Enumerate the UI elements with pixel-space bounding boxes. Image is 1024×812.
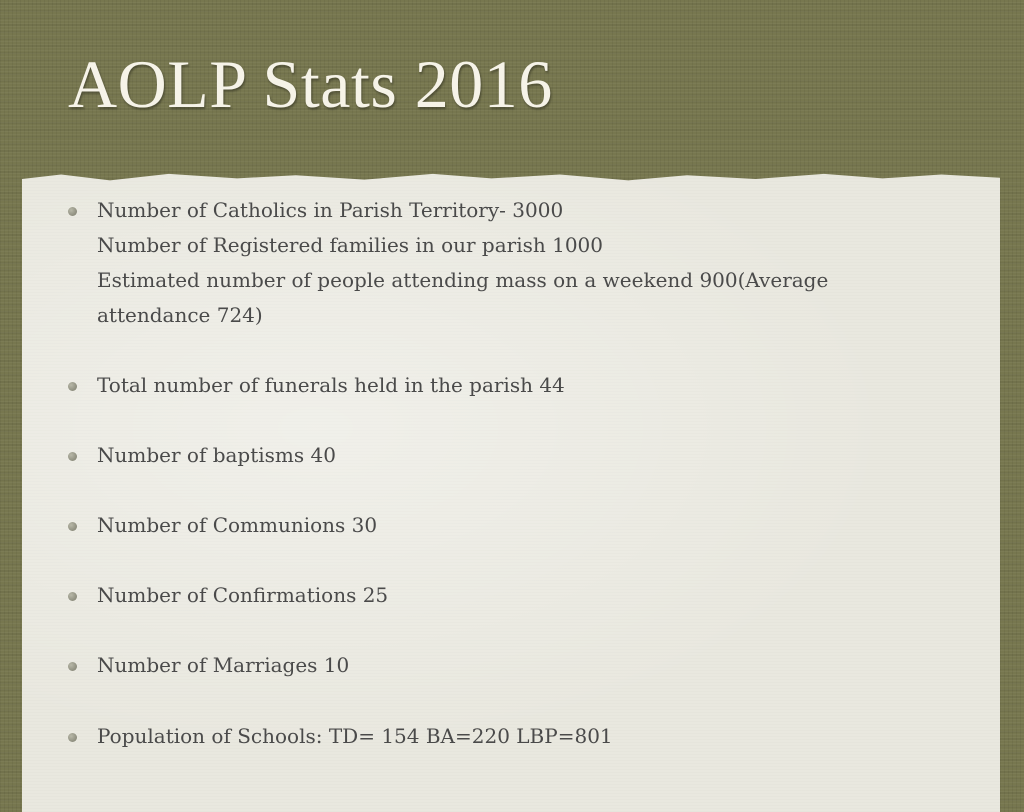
bullet-dot-icon	[68, 522, 77, 531]
bullet-item-communions	[97, 508, 897, 543]
bullet-item-confirmations	[97, 578, 897, 613]
catholics-count-text: Number of Catholics in Parish Territory- 3000	[97, 198, 564, 222]
baptisms-text: Number of baptisms 40	[97, 443, 336, 467]
mass-attendance-text: Estimated number of people attending mass on a weekend 900(Average	[97, 268, 829, 292]
confirmations-text: Number of Confirmations 25	[97, 583, 389, 607]
mass-attendance-text-continued: attendance 724)	[97, 303, 263, 327]
slide-title: AOLP Stats 2016	[68, 46, 553, 122]
bullet-item-baptisms	[97, 438, 897, 473]
bullet-dot-icon	[68, 662, 77, 671]
bullet-dot-icon	[68, 382, 77, 391]
bullet-item-schools	[97, 719, 897, 754]
bullet-dot-icon	[68, 452, 77, 461]
marriages-text: Number of Marriages 10	[97, 653, 350, 677]
bullet-item-funerals	[97, 368, 897, 403]
bullet-item-marriages	[97, 648, 897, 683]
bullet-item-parish-population	[97, 193, 897, 333]
bullet-dot-icon	[68, 733, 77, 742]
funerals-text: Total number of funerals held in the parish 44	[97, 373, 565, 397]
communions-text: Number of Communions 30	[97, 513, 378, 537]
bullet-dot-icon	[68, 207, 77, 216]
bullet-dot-icon	[68, 592, 77, 601]
schools-population-text: Population of Schools: TD= 154 BA=220 LBP=801	[97, 724, 613, 748]
registered-families-text: Number of Registered families in our parish 1000	[97, 233, 603, 257]
